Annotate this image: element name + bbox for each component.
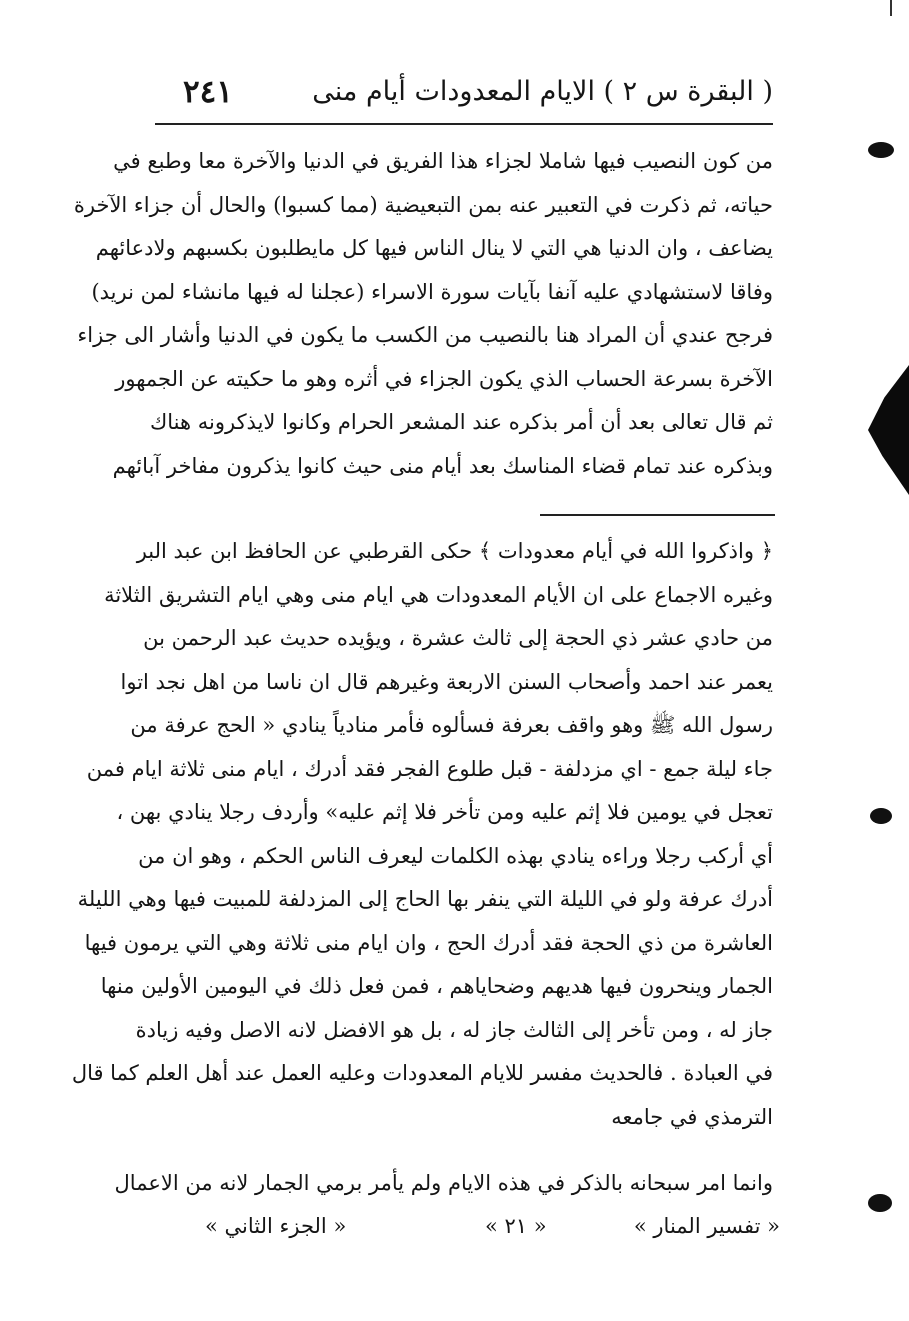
text-line: الترمذي في جامعه	[611, 1104, 773, 1129]
text-line: جاء ليلة جمع - اي مزدلفة - قبل طلوع الفجر فقد أدرك ، ايام منى ثلاثة ايام فمن	[86, 756, 773, 781]
page-footer	[205, 1214, 780, 1250]
text-line: حياته، ثم ذكرت في التعبير عنه بمن التبعيضية (مما كسبوا) والحال أن جزاء الآخرة	[73, 192, 773, 217]
running-title: ( البقرة س ٢ ) الايام المعدودات أيام منى	[312, 76, 773, 107]
text-line: أي أركب رجلا وراءه ينادي بهذه الكلمات ليعرف الناس الحكم ، وهو ان من	[138, 843, 773, 868]
binding-hole-mark	[868, 1194, 892, 1212]
text-line: يضاعف ، وان الدنيا هي التي لا ينال الناس فيها كل مايطلبون بكسبهم ولادعائهم	[95, 236, 773, 260]
text-line: العاشرة من ذي الحجة فقد أدرك الحج ، وان ايام منى ثلاثة وهي التي يرمون فيها	[84, 930, 773, 955]
text-line: من حادي عشر ذي الحجة إلى ثالث عشرة ، ويؤيده حديث عبد الرحمن بن	[143, 626, 773, 650]
text-line: جاز له ، ومن تأخر إلى الثالث جاز له ، بل هو الافضل لانه الاصل وفيه زيادة	[135, 1017, 773, 1042]
text-line: ﴿ واذكروا الله في أيام معدودات ﴾ حكى القرطبي عن الحافظ ابن عبد البر	[136, 539, 773, 563]
page-number: ٢٤١	[183, 74, 233, 110]
footer-part: « الجزء الثاني »	[205, 1214, 347, 1238]
text-line: وفاقا لاستشهادي عليه آنفا بآيات سورة الاسراء (عجلنا له فيها مانشاء لمن نريد)	[91, 279, 773, 304]
paragraph-top	[73, 140, 773, 488]
footer-signature: « ٢١ »	[485, 1214, 547, 1238]
footer-book-title: « تفسير المنار »	[633, 1214, 780, 1238]
text-line: الآخرة بسرعة الحساب الذي يكون الجزاء في أثره وهو ما حكيته عن الجمهور	[115, 366, 773, 391]
text-line: أدرك عرفة ولو في الليلة التي ينفر بها الحاج إلى المزدلفة للمبيت فيها وهي الليلة	[77, 887, 773, 911]
page-header	[155, 72, 773, 122]
scan-mark	[890, 0, 892, 16]
text-line: الجمار وينحرون فيها هديهم وضحاياهم ، فمن فعل ذلك في اليومين الأولين منها	[100, 974, 773, 998]
text-line: ثم قال تعالى بعد أن أمر بذكره عند المشعر الحرام وكانوا لايذكرونه هناك	[149, 410, 773, 434]
text-line: من كون النصيب فيها شاملا لجزاء هذا الفريق في الدنيا والآخرة معا وطبع في	[113, 149, 773, 173]
paragraph-bottom	[114, 1162, 773, 1206]
text-line: فرجح عندي أن المراد هنا بالنصيب من الكسب ما يكون في الدنيا وأشار الى جزاء	[77, 323, 773, 347]
header-rule	[155, 123, 773, 125]
text-line: تعجل في يومين فلا إثم عليه ومن تأخر فلا إثم عليه» وأردف رجلا ينادي بهن ،	[116, 800, 773, 824]
binding-hole-mark	[870, 808, 892, 824]
binding-hole-mark	[868, 142, 894, 158]
text-line: وغيره الاجماع على ان الأيام المعدودات هي ايام منى وهي ايام التشريق الثلاثة	[104, 582, 773, 607]
paragraph-main	[71, 530, 773, 1139]
text-line: وانما امر سبحانه بالذكر في هذه الايام ولم يأمر برمي الجمار لانه من الاعمال	[114, 1171, 773, 1195]
text-line: رسول الله ﷺ وهو واقف بعرفة فسألوه فأمر منادياً ينادي « الحج عرفة من	[130, 713, 773, 737]
text-line: في العبادة . فالحديث مفسر للايام المعدودات وعليه العمل عند أهل العلم كما قال	[71, 1061, 773, 1085]
page-edge-shadow	[868, 365, 909, 495]
text-line: يعمر عند احمد وأصحاب السنن الاربعة وغيرهم قال ان ناسا من اهل نجد اتوا	[120, 669, 773, 694]
text-line: وبذكره عند تمام قضاء المناسك بعد أيام منى حيث كانوا يذكرون مفاخر آبائهم	[112, 453, 773, 478]
section-rule	[540, 514, 775, 516]
